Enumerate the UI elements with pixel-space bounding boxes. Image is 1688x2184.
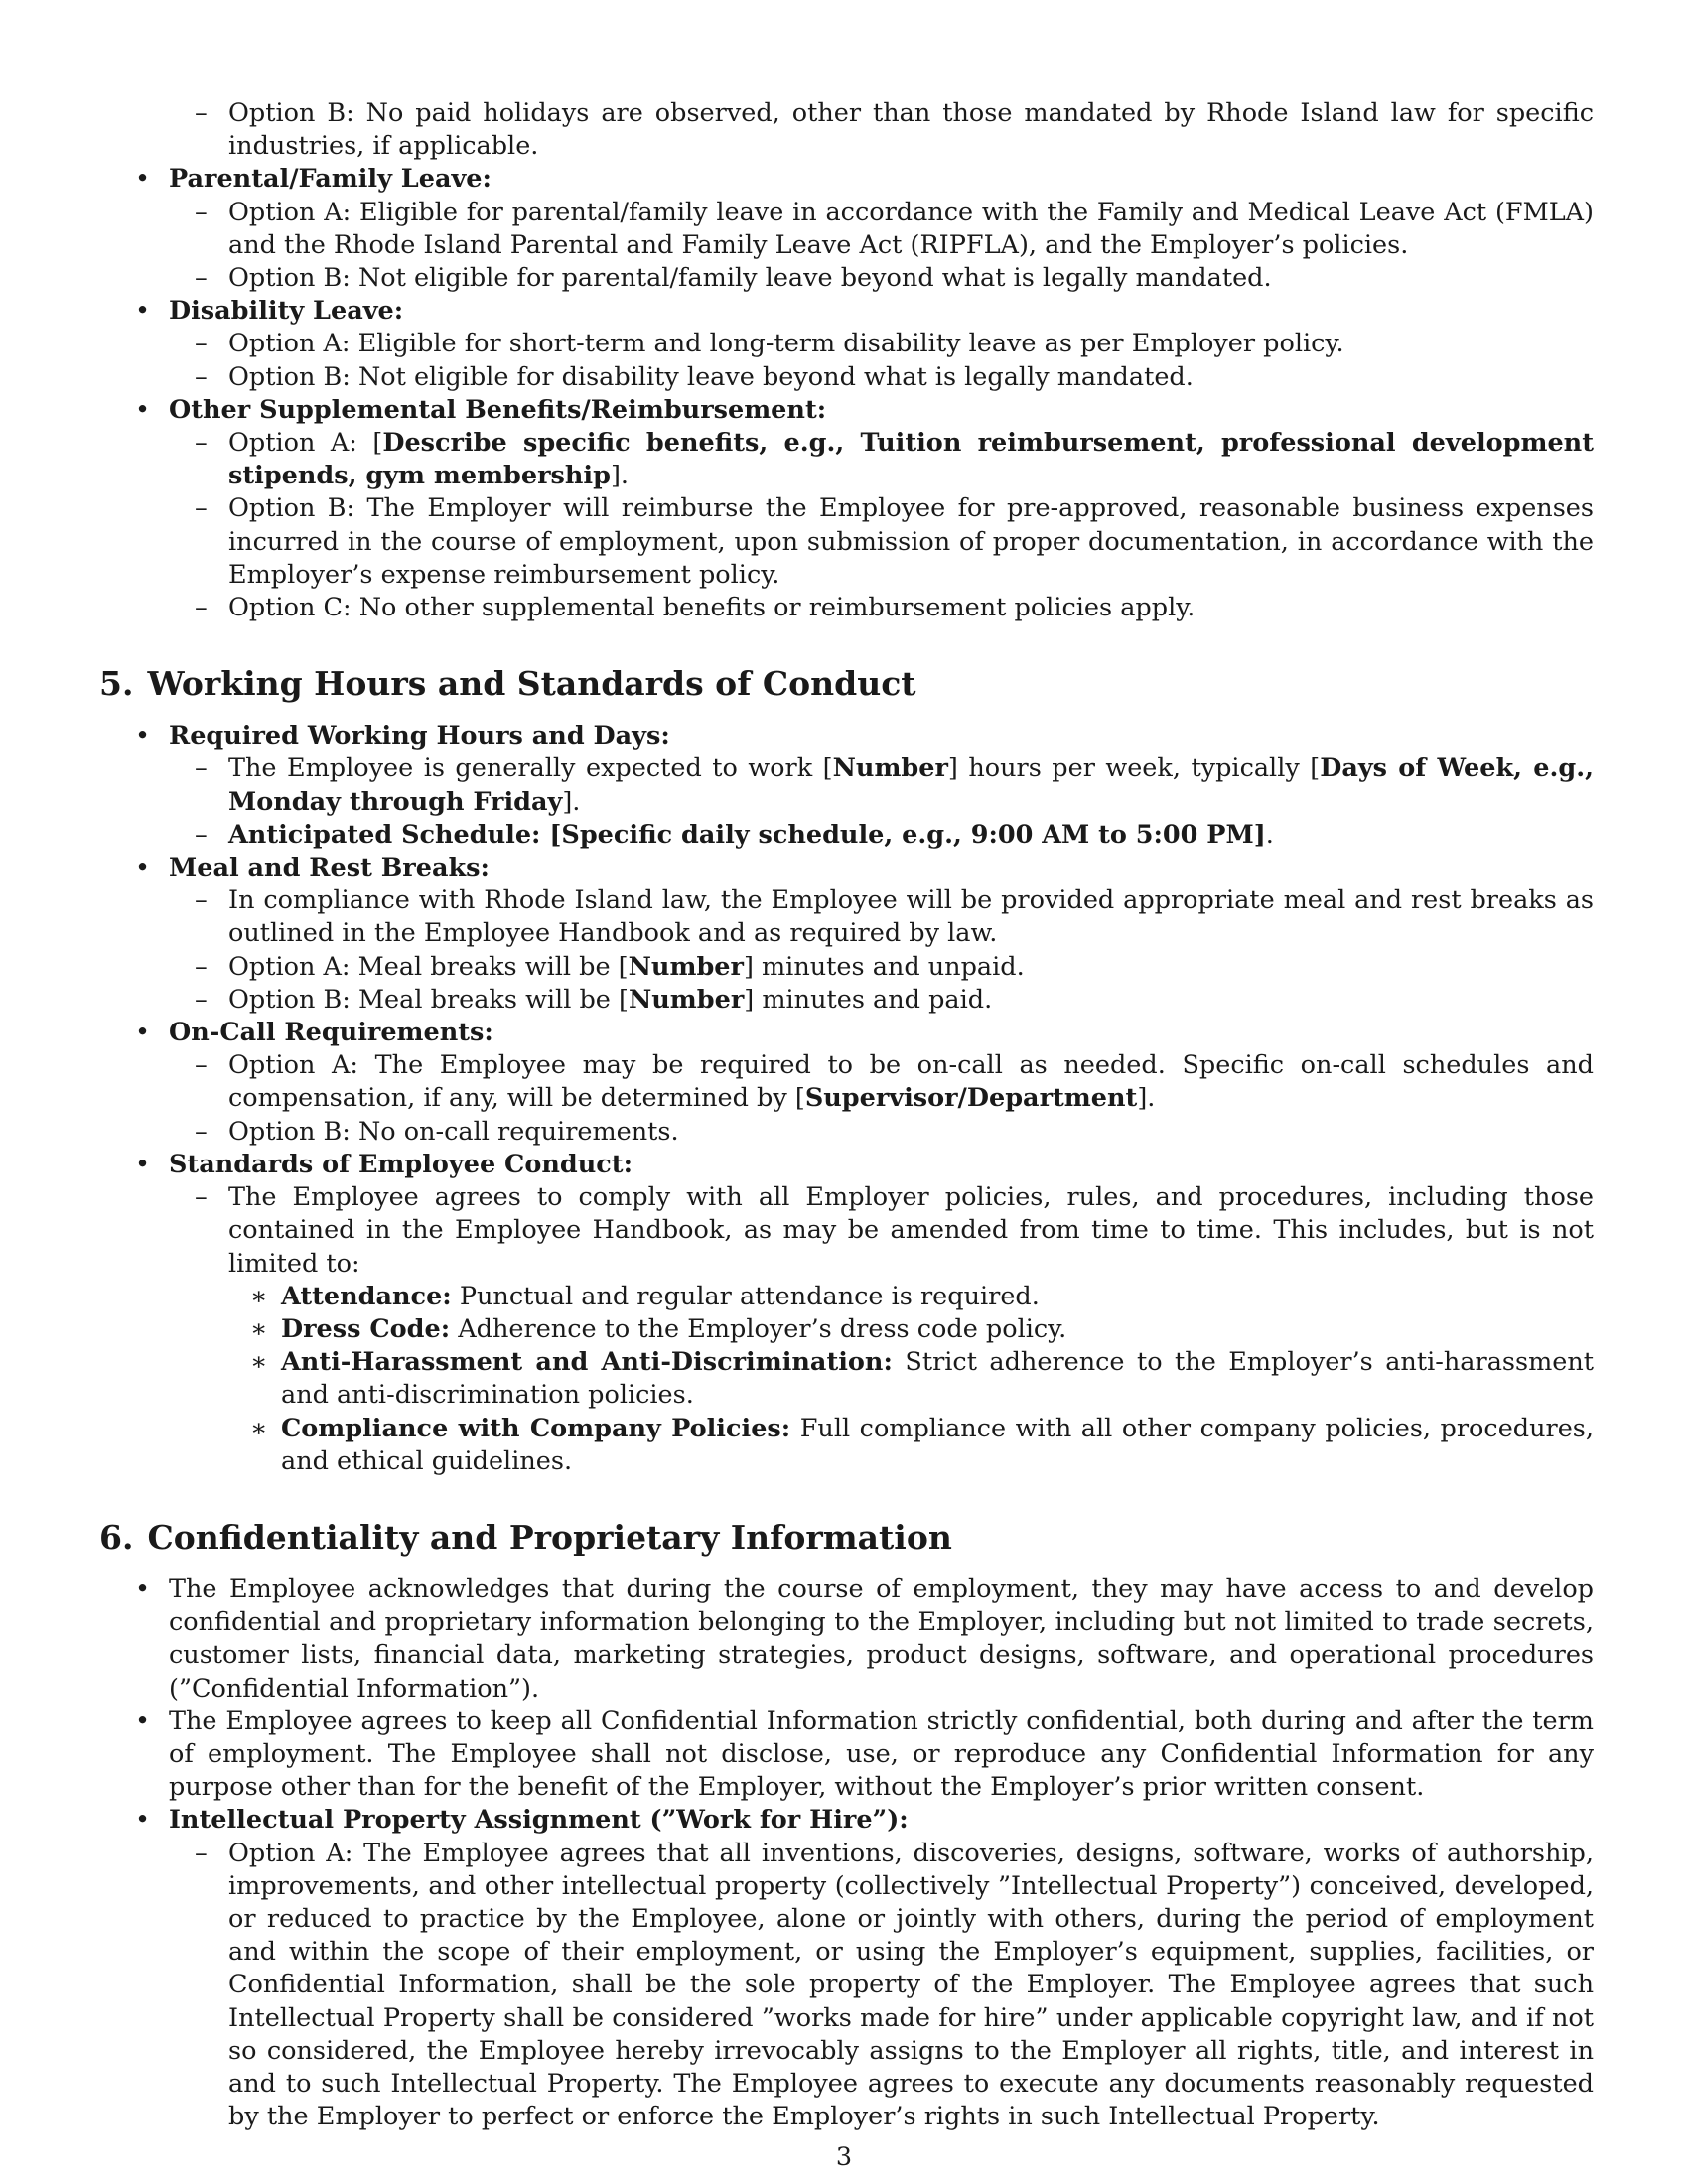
on-call-item (99, 1017, 1594, 1049)
meal-option-a-placeholder: Number (628, 951, 744, 982)
conduct-dress-code (99, 1313, 1594, 1346)
section-5-heading (99, 662, 1594, 706)
conduct-heading: Standards of Employee Conduct: (169, 1149, 633, 1179)
on-call-option-a-placeholder: Supervisor/Department (804, 1083, 1138, 1114)
parental-leave-item (99, 163, 1594, 196)
confidentiality-paragraph-1 (99, 1573, 1594, 1706)
section-5-number: 5. (99, 664, 134, 704)
dash-marker: – (195, 98, 208, 128)
section-6-heading (99, 1516, 1594, 1560)
section-6-list (99, 1573, 1594, 2133)
conduct-attendance (99, 1281, 1594, 1313)
dress-code-label: Dress Code: (281, 1313, 451, 1344)
star-marker: ∗ (250, 1347, 268, 1378)
dash-marker: – (195, 886, 208, 916)
dash-marker: – (195, 1116, 208, 1147)
section-5-title: Working Hours and Standards of Conduct (147, 664, 916, 704)
conduct-item (99, 1149, 1594, 1181)
on-call-option-b-text: Option B: No on-call requirements. (228, 1116, 679, 1147)
benefits-list (99, 97, 1594, 624)
dash-marker: – (195, 493, 208, 524)
holidays-option-b (99, 97, 1594, 163)
disability-leave-heading: Disability Leave: (169, 296, 404, 327)
other-option-c-text: Option C: No other supplemental benefits or reimbursement policies apply. (228, 593, 1196, 623)
bullet-marker: • (135, 1018, 151, 1048)
disability-option-a (99, 328, 1594, 360)
conduct-intro (99, 1181, 1594, 1281)
meal-option-b-text-2: ] minutes and paid. (744, 984, 993, 1015)
bullet-marker: • (135, 1573, 151, 1604)
dash-marker: – (195, 361, 208, 392)
star-marker: ∗ (250, 1313, 268, 1344)
hours-text-2: ] hours per week, typically [ (947, 753, 1321, 784)
other-option-b (99, 492, 1594, 592)
on-call-option-a-text-1: Option A: The Employee may be required to be on-call as needed. Specific on-call schedules and compensation, if any, will be determined by [ (228, 1050, 1594, 1114)
on-call-option-a (99, 1049, 1594, 1115)
dash-marker: – (195, 951, 208, 982)
star-marker: ∗ (250, 1413, 268, 1443)
company-policies-text: Full compliance with all other company policies, procedures, and ethical guidelines. (281, 1413, 1594, 1476)
ip-assignment-heading: Intellectual Property Assignment (”Work for Hire”): (169, 1805, 909, 1836)
disability-leave-item (99, 295, 1594, 328)
bullet-marker: • (135, 853, 151, 884)
dress-code-text: Adherence to the Employer’s dress code policy. (450, 1313, 1067, 1344)
ip-option-a (99, 1838, 1594, 2134)
meal-breaks-item (99, 852, 1594, 885)
days-of-week-placeholder: Days of Week, e.g., Monday through Friday (228, 753, 1594, 817)
disability-option-a-text: Option A: Eligible for short-term and long-term disability leave as per Employer policy. (228, 329, 1344, 359)
confidentiality-paragraph-1-text: The Employee acknowledges that during the course of employment, they may have access to and develop confidential and proprietary information belonging to the Employer, including but not limited to trade secrets, customer lists, financial data, marketing strategies, product designs, software, and operational procedures (”Confidential Information”). (169, 1573, 1594, 1704)
other-option-b-text: Option B: The Employer will reimburse the Employee for pre-approved, reasonable business expenses incurred in the course of employment, upon submission of proper documentation, in accordance with the Employer’s expense reimbursement policy. (228, 493, 1594, 590)
company-policies-label: Compliance with Company Policies: (281, 1413, 791, 1443)
working-hours-item (99, 720, 1594, 752)
dash-marker: – (195, 329, 208, 359)
on-call-option-b (99, 1116, 1594, 1149)
working-hours-heading: Required Working Hours and Days: (169, 721, 670, 751)
disability-option-b (99, 361, 1594, 394)
other-option-c (99, 592, 1594, 624)
ip-option-a-text: Option A: The Employee agrees that all inventions, discoveries, designs, software, works of authorship, improvements, and other intellectual property (collectively ”Intellectual Property”) conceived, developed, or reduced to practice by the Employee, alone or jointly with others, during the period of employment and within the scope of their employment, or using the Employer’s equipment, supplies, facilities, or Confidential Information, shall be the sole property of the Employer. The Employee agrees that such Intellectual Property shall be considered ”works made for hire” under applicable copyright law, and if not so considered, the Employee hereby irrevocably assigns to the Employer all rights, title, and interest in and to such Intellectual Property. The Employee agrees to execute any documents reasonably requested by the Employer to perfect or enforce the Employer’s rights in such Intellectual Property. (228, 1838, 1594, 2132)
on-call-heading: On-Call Requirements: (169, 1018, 493, 1048)
ip-assignment-item (99, 1804, 1594, 1837)
section-5-list (99, 720, 1594, 1478)
conduct-intro-text: The Employee agrees to comply with all Employer policies, rules, and procedures, including those contained in the Employee Handbook, as may be amended from time to time. This includes, but is not limited to: (228, 1182, 1594, 1279)
parental-leave-heading: Parental/Family Leave: (169, 164, 492, 195)
confidentiality-paragraph-2-text: The Employee agrees to keep all Confidential Information strictly confidential, both during and after the term of employment. The Employee shall not disclose, use, or reproduce any Confidential Information for any purpose other than for the benefit of the Employer, without the Employer’s prior written consent. (169, 1706, 1594, 1803)
meal-breaks-intro-text: In compliance with Rhode Island law, the Employee will be provided appropriate meal and rest breaks as outlined in the Employee Handbook and as required by law. (228, 886, 1594, 949)
working-hours-detail (99, 752, 1594, 818)
meal-option-a-text-2: ] minutes and unpaid. (743, 951, 1025, 982)
dash-marker: – (195, 753, 208, 784)
section-6-number: 6. (99, 1517, 134, 1557)
dash-marker: – (195, 984, 208, 1015)
dash-marker: – (195, 593, 208, 623)
other-option-a-suffix: ]. (610, 461, 630, 491)
other-option-a-prefix: Option A: [ (228, 428, 383, 459)
anticipated-schedule-text: Anticipated Schedule: [Specific daily schedule, e.g., 9:00 AM to 5:00 PM] (228, 819, 1266, 850)
bullet-marker: • (135, 1149, 151, 1179)
dash-marker: – (195, 1050, 208, 1081)
parental-option-a-text: Option A: Eligible for parental/family leave in accordance with the Family and Medical Leave Act (FMLA) and the Rhode Island Parental and Family Leave Act (RIPFLA), and the Employer’s policies. (228, 197, 1594, 260)
attendance-text: Punctual and regular attendance is required. (451, 1281, 1040, 1311)
meal-option-b-placeholder: Number (628, 984, 745, 1015)
bullet-marker: • (135, 164, 151, 195)
bullet-marker: • (135, 394, 151, 425)
other-benefits-heading: Other Supplemental Benefits/Reimbursement: (169, 394, 827, 425)
hours-number-placeholder: Number (832, 753, 948, 784)
dash-marker: – (195, 819, 208, 850)
on-call-option-a-text-2: ]. (1137, 1083, 1156, 1114)
hours-text-1: The Employee is generally expected to work [ (228, 753, 833, 784)
dash-marker: – (195, 1838, 208, 1868)
meal-breaks-heading: Meal and Rest Breaks: (169, 853, 490, 884)
other-benefits-item (99, 394, 1594, 427)
bullet-marker: • (135, 1805, 151, 1836)
parental-option-a (99, 197, 1594, 262)
conduct-company-policies (99, 1413, 1594, 1478)
document-page (99, 97, 1594, 2133)
anti-harassment-label: Anti-Harassment and Anti-Discrimination: (281, 1347, 893, 1378)
parental-option-b-text: Option B: Not eligible for parental/family leave beyond what is legally mandated. (228, 263, 1272, 294)
other-option-a (99, 427, 1594, 492)
dash-marker: – (195, 1182, 208, 1213)
dash-marker: – (195, 428, 208, 459)
disability-option-b-text: Option B: Not eligible for disability leave beyond what is legally mandated. (228, 361, 1194, 392)
other-option-a-placeholder: Describe specific benefits, e.g., Tuition reimbursement, professional development stipends, gym membership (228, 428, 1594, 491)
meal-breaks-intro (99, 885, 1594, 950)
section-6-title: Confidentiality and Proprietary Information (147, 1517, 952, 1557)
meal-option-b (99, 984, 1594, 1017)
anticipated-schedule (99, 819, 1594, 852)
star-marker: ∗ (250, 1281, 268, 1311)
bullet-marker: • (135, 1706, 151, 1736)
holidays-option-b-text: Option B: No paid holidays are observed, other than those mandated by Rhode Island law for specific industries, if applicable. (228, 98, 1594, 162)
meal-option-b-text-1: Option B: Meal breaks will be [ (228, 984, 629, 1015)
anticipated-schedule-period: . (1265, 819, 1274, 850)
confidentiality-paragraph-2 (99, 1706, 1594, 1805)
anti-harassment-text: Strict adherence to the Employer’s anti-harassment and anti-discrimination policies. (281, 1347, 1595, 1411)
dash-marker: – (195, 263, 208, 294)
conduct-anti-harassment (99, 1346, 1594, 1412)
meal-option-a (99, 951, 1594, 984)
bullet-marker: • (135, 296, 151, 327)
attendance-label: Attendance: (281, 1281, 452, 1311)
dash-marker: – (195, 197, 208, 227)
meal-option-a-text-1: Option A: Meal breaks will be [ (228, 951, 629, 982)
hours-text-3: ]. (562, 786, 581, 817)
page-number: 3 (835, 2142, 853, 2172)
bullet-marker: • (135, 721, 151, 751)
parental-option-b (99, 262, 1594, 295)
